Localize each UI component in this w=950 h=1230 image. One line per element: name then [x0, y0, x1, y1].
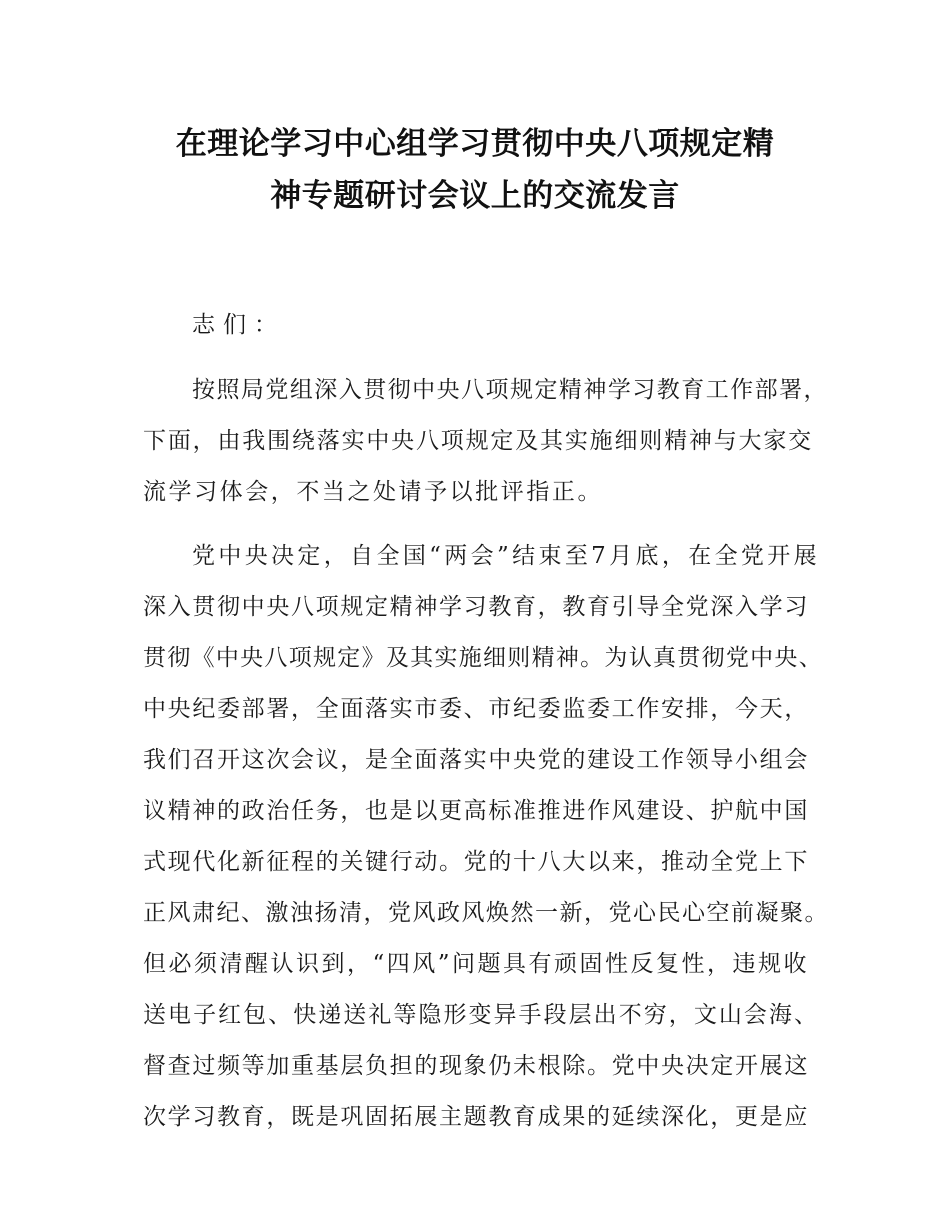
- paragraph-2-line-2: 深入贯彻中央八项规定精神学习教育，教育引导全党深入学习: [143, 594, 809, 620]
- paragraph-2-line-10: 送电子红包、快递送礼等隐形变异手段层出不穷，文山会海、: [143, 1002, 819, 1028]
- paragraph-2-line-4: 中央纪委部署，全面落实市委、市纪委监委工作安排，今天，: [143, 696, 809, 722]
- paragraph-1-line-3: 流学习体会，不当之处请予以批评指正。: [143, 479, 603, 505]
- paragraph-2-line-6: 议精神的政治任务，也是以更高标准推进作风建设、护航中国: [143, 798, 809, 824]
- paragraph-2-line-11: 督查过频等加重基层负担的现象仍未根除。党中央决定开展这: [143, 1053, 809, 1079]
- paragraph-2-line-12: 次学习教育，既是巩固拓展主题教育成果的延续深化，更是应: [143, 1104, 809, 1130]
- document-title-line-2: 神专题研讨会议上的交流发言: [270, 178, 680, 214]
- paragraph-2-line-3: 贯彻《中央八项规定》及其实施细则精神。为认真贯彻党中央、: [143, 645, 823, 671]
- paragraph-1-line-1: 按照局党组深入贯彻中央八项规定精神学习教育工作部署，: [192, 377, 828, 403]
- paragraph-2-line-8: 正风肃纪、激浊扬清，党风政风焕然一新，党心民心空前凝聚。: [143, 900, 829, 926]
- paragraph-2-line-9: 但必须清醒认识到，“四风”问题具有顽固性反复性，违规收: [143, 951, 809, 977]
- paragraph-1-line-2: 下面，由我围绕落实中央八项规定及其实施细则精神与大家交: [143, 428, 813, 454]
- paragraph-2-line-1: 党中央决定，自全国“两会”结束至7月底，在全党开展: [192, 543, 820, 569]
- salutation: 志们：: [192, 312, 285, 338]
- document-title-line-1: 在理论学习中心组学习贯彻中央八项规定精: [175, 126, 775, 162]
- paragraph-2-line-5: 我们召开这次会议，是全面落实中央党的建设工作领导小组会: [143, 747, 809, 773]
- paragraph-2-line-7: 式现代化新征程的关键行动。党的十八大以来，推动全党上下: [143, 849, 809, 875]
